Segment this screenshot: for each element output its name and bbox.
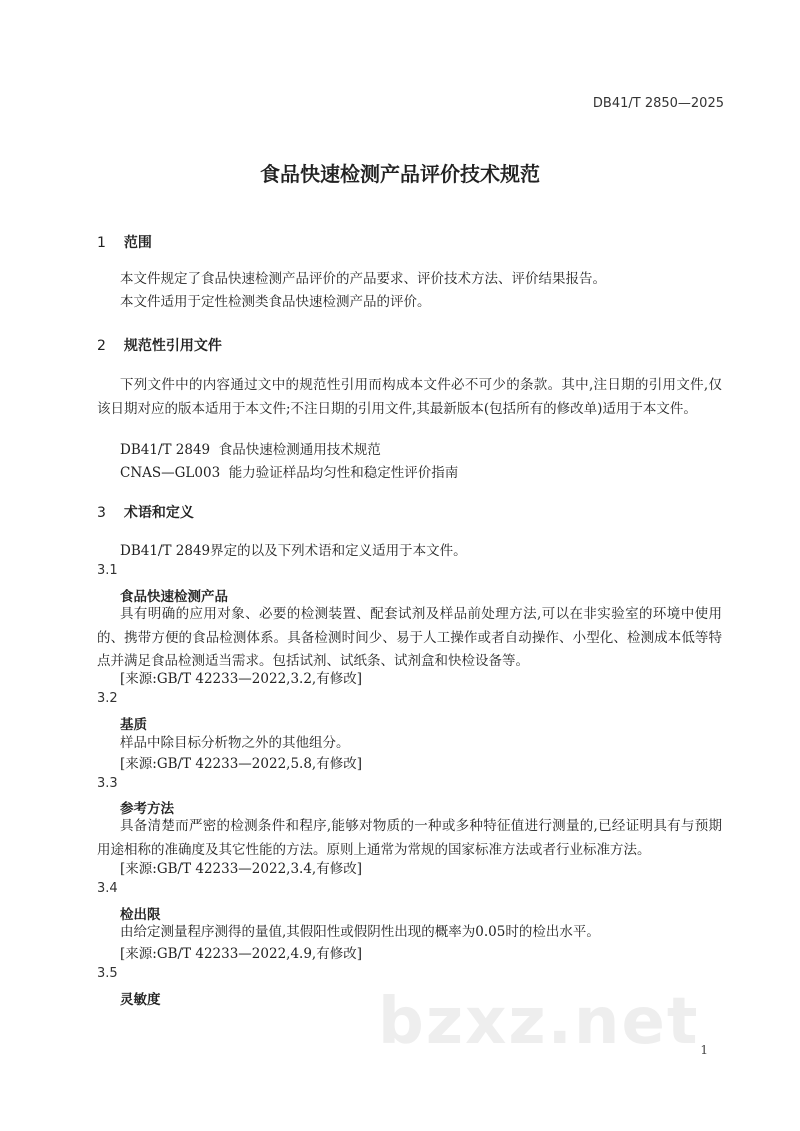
term-number: 3.3 (97, 776, 118, 791)
section-heading-3 (97, 502, 194, 522)
term-source: [来源:GB/T 42233—2022,5.8,有修改] (120, 756, 362, 772)
standard-code: DB41/T 2850—2025 (592, 96, 724, 111)
page-number: 1 (700, 1043, 708, 1057)
term-name: 灵敏度 (120, 992, 161, 1008)
section-heading-1 (97, 232, 152, 252)
term-definition: 具有明确的应用对象、必要的检测装置、配套试剂及样品前处理方法,可以在非实验室的环境中使用的、携带方便的食品检测体系。具备检测时间少、易于人工操作或者自动操作、小型化、检测成本低等特点并满足食品检测适当需求。包括试剂、试纸条、试剂盒和快检设备等。 (97, 606, 722, 669)
reference-item: DB41/T 2849 食品快速检测通用技术规范 (120, 442, 381, 458)
terms-intro: DB41/T 2849界定的以及下列术语和定义适用于本文件。 (120, 543, 467, 559)
term-source: [来源:GB/T 42233—2022,3.2,有修改] (120, 671, 362, 687)
section-heading-2 (97, 335, 222, 355)
term-number: 3.1 (97, 563, 118, 578)
term-name: 检出限 (120, 907, 161, 923)
term-name: 基质 (120, 717, 147, 733)
term-number: 3.5 (97, 966, 118, 981)
watermark: bzxz.net (378, 985, 700, 1059)
term-number: 3.4 (97, 881, 118, 896)
term-definition: 由给定测量程序测得的量值,其假阳性或假阴性出现的概率为0.05时的检出水平。 (120, 924, 600, 940)
term-source: [来源:GB/T 42233—2022,3.4,有修改] (120, 861, 362, 877)
term-definition: 具备清楚而严密的检测条件和程序,能够对物质的一种或多种特征值进行测量的,已经证明具有与预期用途相称的准确度及其它性能的方法。原则上通常为常规的国家标准方法或者行业标准方法。 (97, 818, 722, 858)
scope-paragraph-2: 本文件适用于定性检测类食品快速检测产品的评价。 (120, 294, 431, 310)
term-source: [来源:GB/T 42233—2022,4.9,有修改] (120, 946, 362, 962)
term-name: 食品快速检测产品 (120, 589, 228, 605)
section-title: 范围 (123, 235, 152, 251)
section-title: 术语和定义 (123, 505, 194, 521)
document-title: 食品快速检测产品评价技术规范 (260, 162, 540, 186)
references-intro: 下列文件中的内容通过文中的规范性引用而构成本文件必不可少的条款。其中,注日期的引用文件,仅该日期对应的版本适用于本文件;不注日期的引用文件,其最新版本(包括所有的修改单)适用于本文件。 (97, 377, 722, 417)
term-name: 参考方法 (120, 801, 174, 817)
reference-item: CNAS—GL003 能力验证样品均匀性和稳定性评价指南 (120, 465, 459, 481)
section-number: 1 (97, 235, 106, 251)
section-number: 2 (97, 338, 106, 354)
section-number: 3 (97, 505, 106, 521)
term-definition: 样品中除目标分析物之外的其他组分。 (120, 735, 350, 751)
scope-paragraph-1: 本文件规定了食品快速检测产品评价的产品要求、评价技术方法、评价结果报告。 (120, 271, 606, 287)
section-title: 规范性引用文件 (123, 338, 222, 354)
term-number: 3.2 (97, 691, 118, 706)
